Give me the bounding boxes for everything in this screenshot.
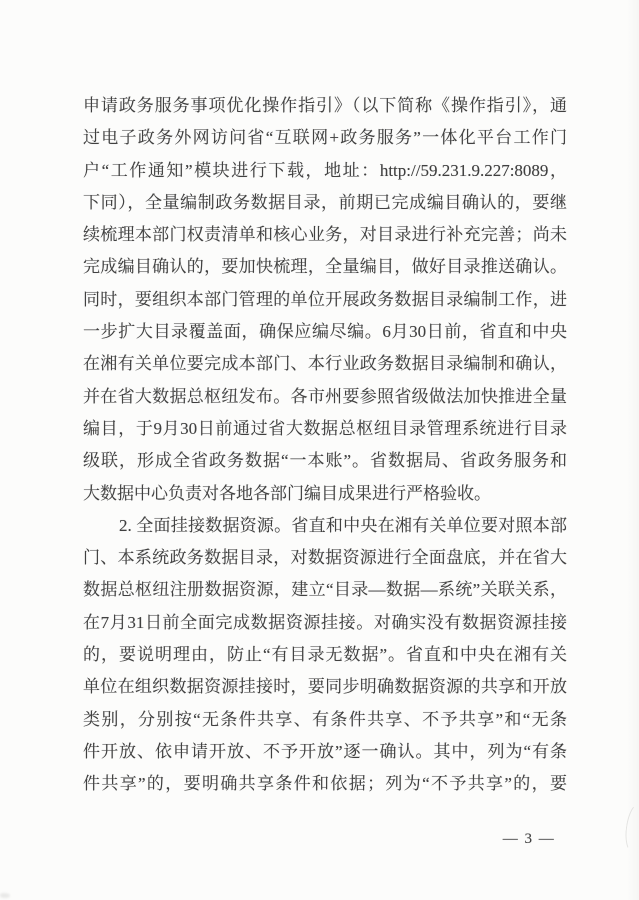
scan-edge-shade — [627, 0, 639, 900]
text-line: 级联，形成全省政务数据“一本账”。省数据局、省政务服务和 — [83, 451, 567, 471]
text-line: 下同），全量编制政务数据目录，前期已完成编目确认的，要继 — [83, 192, 567, 212]
text-line: 编目，于9月30日前通过省大数据总枢纽目录管理系统进行目录 — [83, 418, 567, 438]
scan-artifact-speck — [0, 893, 10, 898]
text-line: 件开放、依申请开放、不予开放”逐一确认。其中，列为“有条 — [83, 741, 567, 761]
text-line: 件共享”的，要明确共享条件和依据；列为“不予共享”的，要 — [83, 774, 567, 794]
text-line: 户“工作通知”模块进行下载，地址：http://59.231.9.227:8089， — [83, 160, 567, 180]
text-line: 大数据中心负责对各地各部门编目成果进行严格验收。 — [83, 483, 491, 503]
text-line: 同时，要组织本部门管理的单位开展政务数据目录编制工作，进 — [83, 289, 567, 309]
text-line: 类别，分别按“无条件共享、有条件共享、不予共享”和“无条 — [83, 709, 567, 729]
text-line: 门、本系统政务数据目录，对数据资源进行全面盘底，并在省大 — [83, 548, 567, 568]
text-line: 在湘有关单位要完成本部门、本行业政务数据目录编制和确认， — [83, 354, 567, 374]
text-line: 完成编目确认的，要加快梳理，全量编目，做好目录推送确认。 — [83, 257, 567, 277]
text-line: 过电子政务外网访问省“互联网+政务服务”一体化平台工作门 — [83, 128, 567, 148]
text-line: 在7月31日前全面完成数据资源挂接。对确实没有数据资源挂接 — [83, 612, 567, 632]
paragraph — [83, 90, 567, 510]
scan-artifact-curve — [623, 802, 639, 854]
text-line: 申请政务服务事项优化操作指引》（以下简称《操作指引》，通 — [83, 96, 567, 115]
paragraph — [83, 510, 567, 801]
text-line: 单位在组织数据资源挂接时，要同步明确数据资源的共享和开放 — [83, 677, 567, 697]
text-line: 一步扩大目录覆盖面，确保应编尽编。6月30日前，省直和中央 — [83, 322, 567, 342]
page-number: — 3 — — [502, 831, 556, 847]
body-text — [83, 90, 567, 801]
text-line: 并在省大数据总枢纽发布。各市州要参照省级做法加快推进全量 — [83, 386, 567, 406]
text-line: 数据总枢纽注册数据资源，建立“目录—数据—系统”关联关系， — [83, 580, 567, 600]
text-line: 的，要说明理由，防止“有目录无数据”。省直和中央在湘有关 — [83, 645, 567, 665]
text-line: 2. 全面挂接数据资源。省直和中央在湘有关单位要对照本部 — [119, 515, 567, 535]
text-line: 续梳理本部门权责清单和核心业务，对目录进行补充完善；尚未 — [83, 225, 567, 245]
